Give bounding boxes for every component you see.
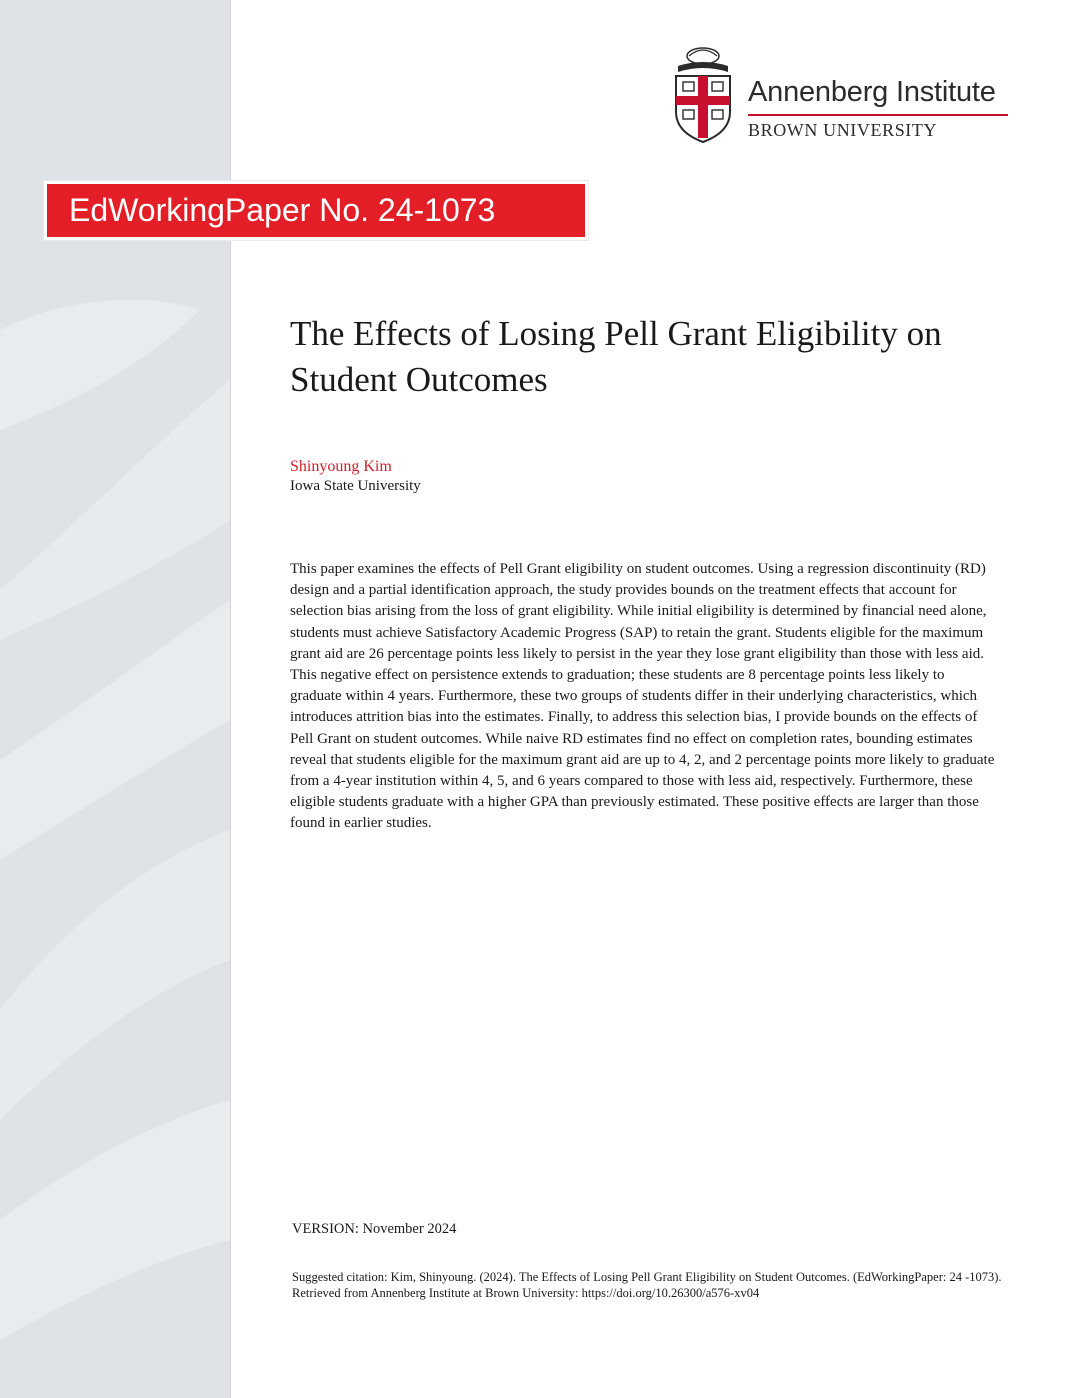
paper-series-banner: EdWorkingPaper No. 24-1073 — [44, 181, 588, 240]
abstract-text: This paper examines the effects of Pell Grant eligibility on student outcomes. Using a regression discontinuity (RD) design and a partial identification approach, the study provides bounds on the treatment effects that account for selection bias arising from the loss of grant eligibility. While initial eligibility is determined by financial need alone, students must achieve Satisfactory Academic Progress (SAP) to retain the grant. Students eligible for the maximum grant aid are 26 percentage points less likely to persist in the year they lose grant eligibility than those with less aid. This negative effect on persistence extends to graduation; these students are 8 percentage points less likely to graduate within 4 years. Furthermore, these two groups of students differ in their underlying characteristics, which introduces attrition bias into the estimates. Finally, to address this selection bias, I provide bounds on the effects of Pell Grant on student outcomes. While naive RD estimates find no effect on completion rates, bounding estimates reveal that students eligible for the maximum grant aid are up to 4, 2, and 2 percentage points more likely to graduate from a 4-year institution within 4, 5, and 6 years compared to those with less aid, respectively. Furthermore, these eligible students graduate with a higher GPA than previously estimated. These positive effects are larger than those found in earlier studies. — [290, 561, 995, 832]
annenberg-brown-logo — [672, 44, 1012, 144]
suggested-citation: Suggested citation: Kim, Shinyoung. (2024). The Effects of Losing Pell Grant Eligibility on Student Outcomes. (EdWorkingPaper: 24 -1073). Retrieved from Annenberg Institute at Brown University: https://doi.org/10.26300/a576-xv04 — [292, 1270, 1002, 1300]
version-label: VERSION: November 2024 — [292, 1221, 457, 1237]
brown-shield-icon — [672, 44, 734, 144]
university-name: BROWN UNIVERSITY — [748, 120, 938, 140]
institute-name: Annenberg Institute — [748, 76, 996, 108]
author-affiliation: Iowa State University — [290, 478, 421, 494]
author-name: Shinyoung Kim — [290, 458, 392, 475]
logo-divider — [748, 114, 1008, 116]
paper-title: The Effects of Losing Pell Grant Eligibility on Student Outcomes — [290, 314, 942, 399]
